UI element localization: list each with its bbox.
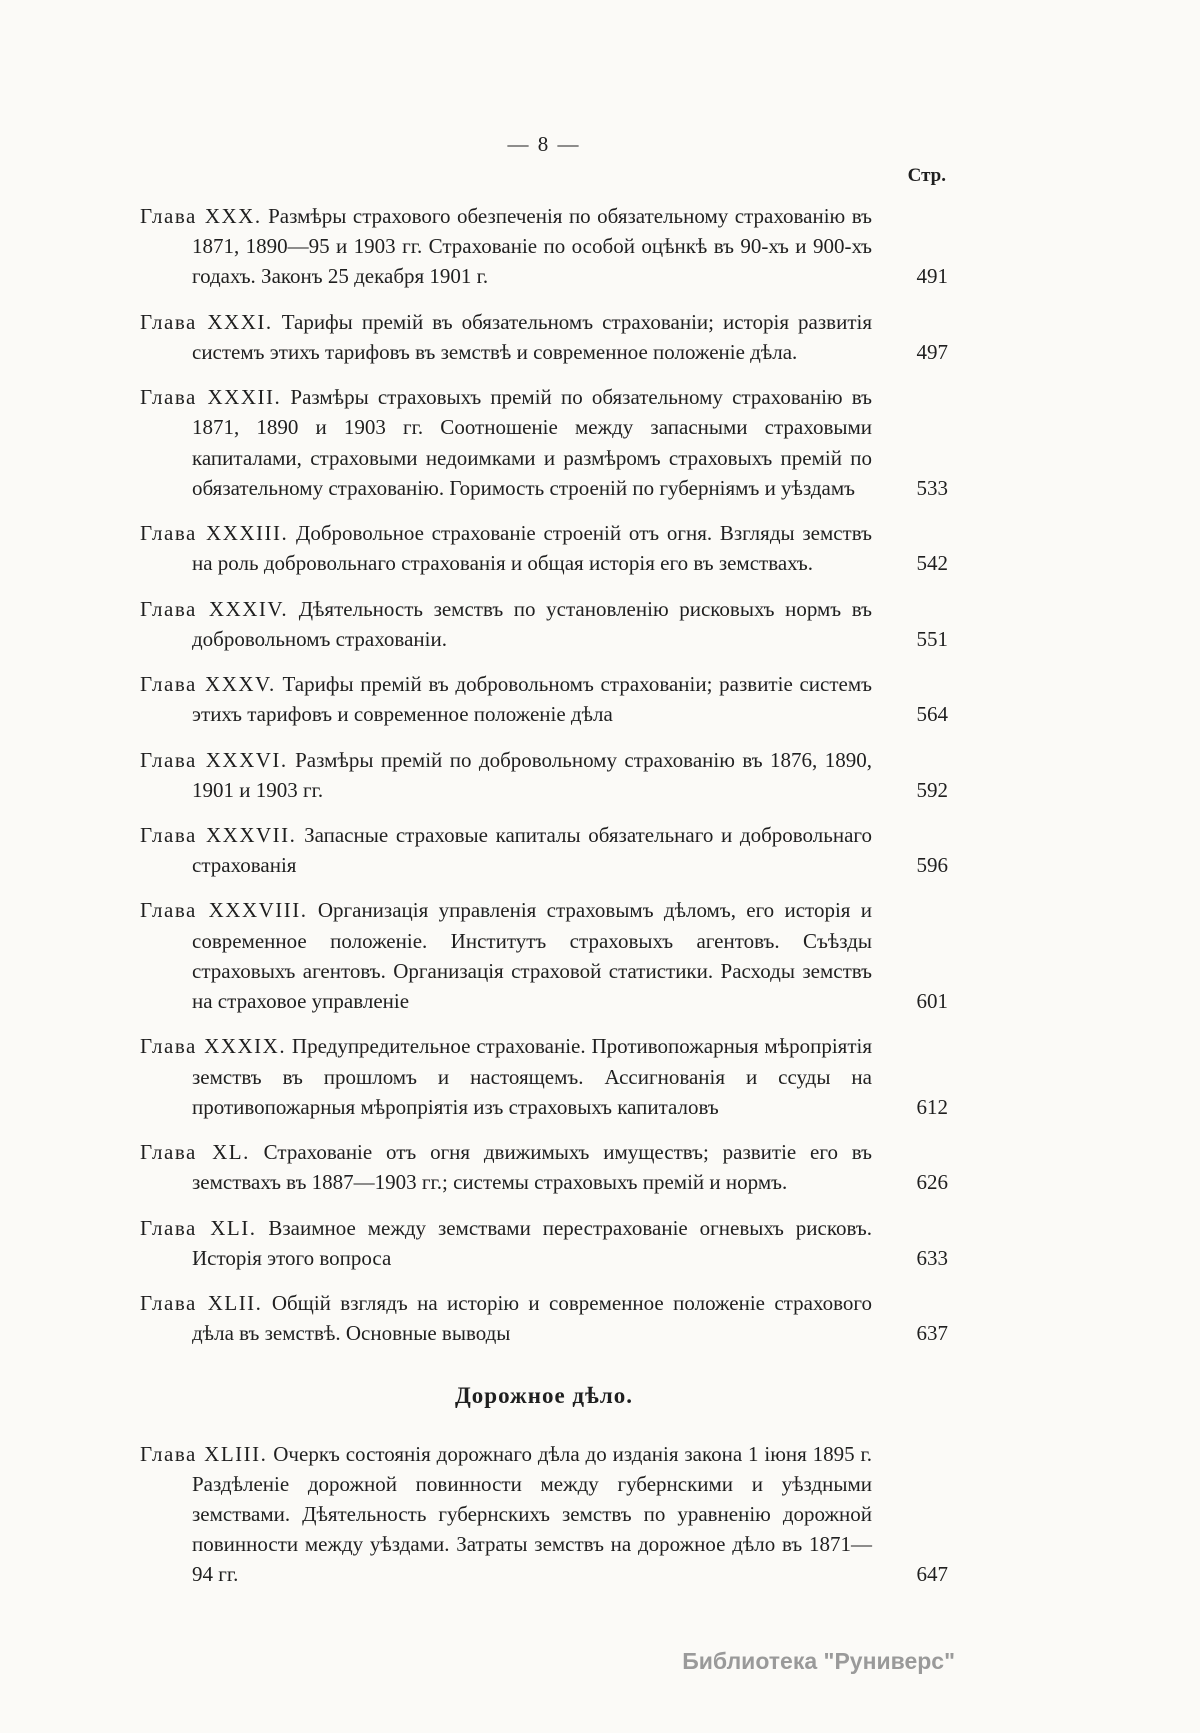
toc-entry: [140, 1137, 948, 1197]
toc-entry-page-number: 551: [916, 626, 948, 651]
chapter-title: Размѣры премій по добровольному страхованію въ 1876, 1890, 1901 и 1903 гг.: [192, 747, 872, 802]
toc-entry: [140, 518, 948, 578]
toc-entry-text: [140, 307, 890, 367]
chapter-label: Глава XXXIII.: [140, 521, 289, 546]
toc-entry-text: [140, 594, 890, 654]
toc-entry-text: [140, 1439, 890, 1590]
chapter-title: Общій взглядъ на исторію и современное положеніе страхового дѣла въ земствѣ. Основные выводы: [192, 1291, 873, 1346]
toc-entry-text: [140, 820, 890, 880]
table-of-contents: [140, 132, 948, 1605]
toc-entry-page-number: 612: [916, 1094, 948, 1119]
chapter-label: Глава XLII.: [140, 1291, 263, 1316]
toc-entry: [140, 382, 948, 503]
toc-entry: [140, 1439, 948, 1590]
toc-entry-page-number: 533: [916, 475, 948, 500]
chapter-title: Размѣры страховыхъ премій по обязательному страхованію въ 1871, 1890 и 1903 гг. Соотношеніе между запасными страховыми капиталами, страховыми недоимками и размѣромъ страховыхъ премій по обязательному страхованію. Горимость строеній по губерніямъ и уѣздамъ: [192, 385, 873, 500]
toc-entry-page-number: 596: [916, 853, 948, 878]
toc-entry-text: [140, 1288, 890, 1348]
chapter-title: Дѣятельность земствъ по установленію рисковыхъ нормъ въ добровольномъ страхованіи.: [192, 596, 872, 651]
toc-entry-page-number: 542: [916, 551, 948, 576]
page-number-header: — 8 —: [507, 132, 581, 156]
chapter-title: Страхованіе отъ огня движимыхъ имуществъ; развитіе его въ земствахъ въ 1887—1903 гг.; системы страховыхъ премій и нормъ.: [192, 1140, 872, 1195]
section-heading: Дорожное дѣло.: [454, 1382, 634, 1408]
toc-entry-page-number: 633: [916, 1245, 948, 1270]
toc-entry: [140, 745, 948, 805]
toc-entry-text: [140, 745, 890, 805]
toc-entry-page-number: 564: [916, 702, 948, 727]
toc-entry-page-number: 601: [916, 989, 948, 1014]
toc-entry-text: [140, 1213, 890, 1273]
toc-entry-text: [140, 895, 890, 1016]
chapter-title: Запасные страховые капиталы обязательнаго и добровольнаго страхованія: [192, 822, 872, 878]
chapter-label: Глава XL.: [140, 1140, 250, 1165]
toc-entry-page-number: 491: [916, 264, 948, 289]
toc-entry: [140, 669, 948, 729]
chapter-label: Глава XLIII.: [140, 1441, 268, 1466]
chapter-label: Глава XXXV.: [140, 672, 276, 697]
chapter-label: Глава XXXVIII.: [140, 898, 308, 923]
toc-entry: [140, 594, 948, 654]
toc-entry-text: [140, 669, 890, 729]
library-watermark: Библиотека "Руниверс": [682, 1648, 955, 1674]
chapter-label: Глава XXXI.: [140, 309, 273, 334]
chapter-title: Тарифы премій въ добровольномъ страхованіи; развитіе системъ этихъ тарифовъ и современное положеніе дѣла: [192, 672, 873, 727]
toc-entry: [140, 820, 948, 880]
toc-entry: [140, 895, 948, 1016]
toc-entry-text: [140, 1137, 890, 1197]
toc-entry-page-number: 497: [916, 339, 948, 364]
chapter-label: Глава XXXII.: [140, 385, 282, 410]
page-column-header: Стр.: [907, 165, 946, 186]
toc-entry-text: [140, 201, 890, 292]
toc-entry-text: [140, 1031, 890, 1122]
chapter-label: Глава XXXIX.: [140, 1034, 287, 1059]
toc-entry-page-number: 626: [916, 1170, 948, 1195]
chapter-title: Размѣры страхового обезпеченія по обязательному страхованію въ 1871, 1890—95 и 1903 гг. Страхованіе по особой оцѣнкѣ въ 90-хъ и 900-хъ годахъ. Законъ 25 декабря 1901 г.: [192, 204, 872, 289]
chapter-title: Очеркъ состоянія дорожнаго дѣла до изданія закона 1 іюня 1895 г. Раздѣленіе дорожной повинности между губернскими и уѣздными земствами. Дѣятельность губернскихъ земствъ по уравненію дорожной повинности между уѣздами. Затраты земствъ на дорожное дѣло въ 1871—94 гг.: [192, 1441, 872, 1587]
chapter-title: Тарифы премій въ обязательномъ страхованіи; исторія развитія системъ этихъ тарифовъ въ земствѣ и современное положеніе дѣла.: [192, 309, 873, 364]
chapter-title: Добровольное страхованіе строеній отъ огня. Взгляды земствъ на роль добровольнаго страхованія и общая исторія его въ земствахъ.: [192, 521, 872, 576]
chapter-title: Предупредительное страхованіе. Противопожарныя мѣропріятія земствъ въ прошломъ и настоящемъ. Ассигнованія и ссуды на противопожарныя мѣропріятія изъ страховыхъ капиталовъ: [192, 1034, 873, 1119]
toc-entry-text: [140, 518, 890, 578]
chapter-label: Глава XXXVI.: [140, 747, 288, 772]
toc-entry: [140, 201, 948, 292]
toc-entry-page-number: 592: [916, 777, 948, 802]
toc-entry-page-number: 647: [916, 1562, 948, 1587]
toc-entry: [140, 1031, 948, 1122]
chapter-title: Взаимное между земствами перестрахованіе огневыхъ рисковъ. Исторія этого вопроса: [192, 1215, 873, 1270]
chapter-label: Глава XXX.: [140, 204, 262, 228]
toc-entry-page-number: 637: [916, 1321, 948, 1346]
toc-entry: [140, 1288, 948, 1348]
toc-entry: [140, 307, 948, 367]
chapter-title: Организація управленія страховымъ дѣломъ, его исторія и современное положеніе. Институтъ страховыхъ агентовъ. Съѣзды страховыхъ агентовъ. Организація страховой статистики. Расходы земствъ на страховое управленіе: [192, 898, 872, 1014]
chapter-label: Глава XLI.: [140, 1215, 257, 1240]
chapter-label: Глава XXXVII.: [140, 822, 297, 847]
chapter-label: Глава XXXIV.: [140, 596, 289, 621]
toc-entry-text: [140, 382, 890, 503]
toc-entry: [140, 1213, 948, 1273]
